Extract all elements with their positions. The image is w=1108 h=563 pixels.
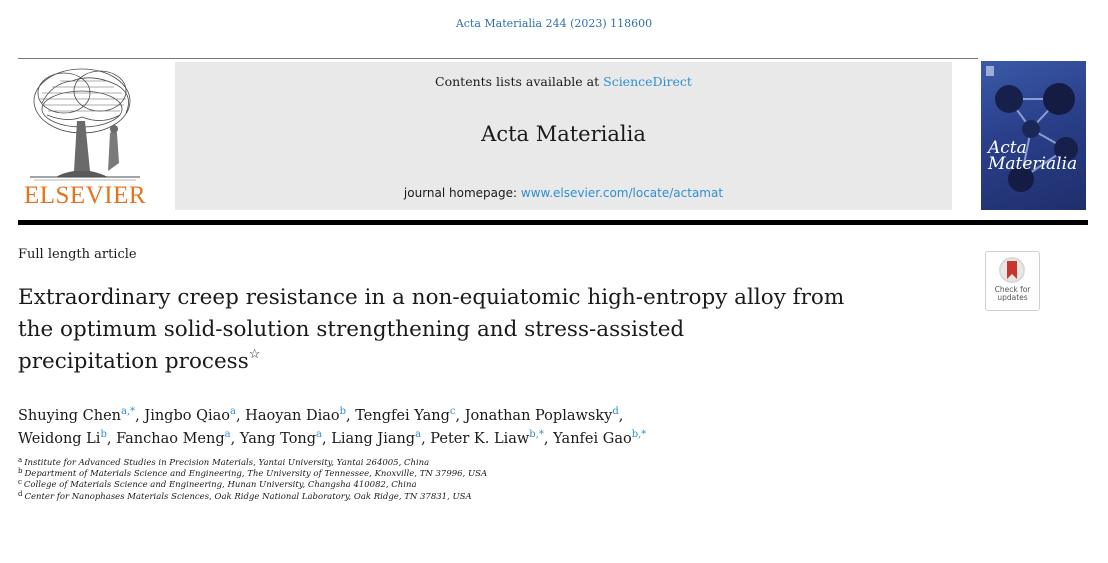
journal-homepage-line (175, 186, 952, 200)
author-affiliation-mark[interactable]: a (316, 429, 323, 440)
affiliation-list (18, 458, 918, 503)
elsevier-logo[interactable] (18, 63, 152, 211)
author-affiliation-mark[interactable]: c (449, 406, 456, 417)
sciencedirect-link[interactable]: ScienceDirect (603, 74, 692, 89)
title-line: Extraordinary creep resistance in a non-equiatomic high-entropy alloy from (18, 285, 845, 310)
bookmark-icon (997, 255, 1027, 285)
affiliation-text: Institute for Advanced Studies in Precision Materials, Yantai University, Yantai 264005, China (24, 458, 430, 468)
author-name[interactable]: Haoyan Diao (245, 408, 340, 424)
article-type: Full length article (18, 247, 137, 262)
author-name[interactable]: Weidong Li (18, 431, 101, 447)
affiliation-text: Center for Nanophases Materials Sciences, Oak Ridge National Laboratory, Oak Ridge, TN 37831, USA (24, 491, 472, 502)
author-line: Shuying Chen$^{a,*}$, Jingbo Qiao$^a$, Haoyan Diao$^b$, Tengfei Yang$^c$, Jonathan Poplawsky$^d$, (18, 406, 624, 424)
cover-network-graphic (981, 61, 1086, 210)
author-name[interactable]: Yang Tong (239, 431, 317, 447)
author-affiliation-mark[interactable]: d (612, 406, 619, 417)
affiliation-key: a (18, 456, 23, 464)
author-affiliation-mark[interactable]: b,* (631, 429, 647, 440)
contents-available-line (175, 74, 952, 89)
author-affiliation-mark[interactable]: b (339, 406, 347, 417)
cover-title: Acta Materialia (988, 138, 1078, 174)
homepage-prefix: journal homepage: (403, 186, 521, 200)
journal-header-panel (175, 62, 952, 210)
affiliation-text: College of Materials Science and Engineering, Hunan University, Changsha 410082, China (23, 480, 417, 491)
affiliation-item (18, 480, 918, 491)
author-name[interactable]: Shuying Chen (18, 408, 122, 424)
author-affiliation-mark[interactable]: b (100, 429, 107, 440)
affiliation-key: b (18, 467, 23, 476)
affiliation-key: c (18, 478, 22, 487)
title-line-text: precipitation process (18, 349, 249, 374)
elsevier-tree-icon (22, 63, 148, 183)
author-affiliation-mark[interactable]: a (229, 406, 236, 417)
author-affiliation-mark[interactable]: b,* (529, 429, 544, 440)
publisher-logo-text: ELSEVIER (23, 182, 147, 209)
author-name[interactable]: Peter K. Liaw (430, 431, 530, 447)
author-name[interactable]: Fanchao Meng (116, 431, 225, 447)
journal-homepage-link[interactable]: www.elsevier.com/locate/actamat (520, 186, 724, 200)
author-affiliation-mark[interactable]: a (415, 429, 422, 440)
author-name[interactable]: Liang Jiang (331, 431, 416, 447)
author-name[interactable]: Jingbo Qiao (144, 408, 230, 424)
affiliation-item (18, 489, 918, 503)
author-name[interactable]: Tengfei Yang (355, 408, 450, 424)
author-line: Weidong Li$^b$, Fanchao Meng$^a$, Yang Tong$^a$, Liang Jiang$^a$, Peter K. Liaw$^{b,*}$, Yanfei Gao$^{b,*}$ (18, 429, 647, 447)
check-for-updates-button[interactable] (985, 251, 1040, 311)
journal-name[interactable]: Acta Materialia (481, 122, 646, 146)
author-name[interactable]: Yanfei Gao (553, 431, 632, 447)
author-affiliation-mark[interactable]: a,* (121, 406, 136, 417)
header-divider (18, 58, 978, 59)
header-thick-rule (18, 220, 1088, 225)
contents-prefix: Contents lists available at (435, 74, 604, 89)
affiliation-item (18, 458, 918, 469)
author-name[interactable]: Jonathan Poplawsky (464, 408, 613, 424)
title-footnote-mark[interactable]: ☆ (248, 347, 261, 362)
journal-cover-image[interactable] (981, 61, 1086, 210)
affiliation-key: d (18, 489, 23, 498)
journal-citation[interactable]: Acta Materialia 244 (2023) 118600 (455, 17, 653, 30)
check-for-updates-label: Check for updates (994, 285, 1031, 302)
article-title (18, 282, 958, 378)
title-line: the optimum solid-solution strengthening and stress-assisted (18, 317, 685, 342)
title-line (18, 346, 958, 378)
author-list (18, 405, 978, 451)
author-affiliation-mark[interactable]: a (224, 429, 231, 440)
affiliation-item (18, 469, 918, 480)
affiliation-text: Department of Materials Science and Engineering, The University of Tennessee, Knoxville, TN 37996, USA (24, 469, 488, 480)
